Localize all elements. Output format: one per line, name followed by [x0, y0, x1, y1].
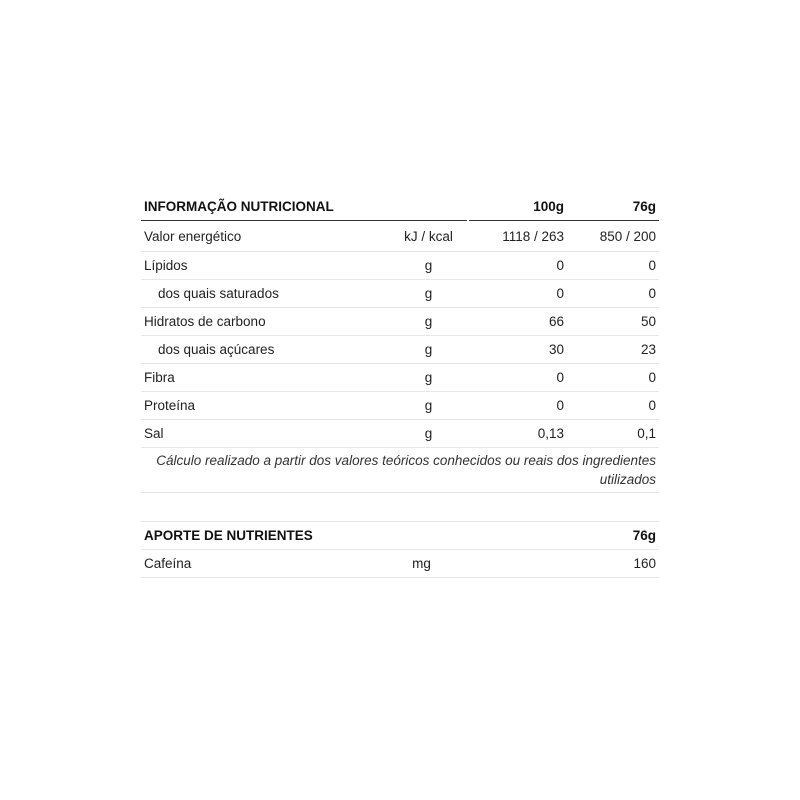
- nutrient-name: Proteína: [141, 392, 375, 420]
- nutrient-name: dos quais saturados: [141, 280, 375, 308]
- table-row: [141, 280, 659, 308]
- nutrition-title: INFORMAÇÃO NUTRICIONAL: [141, 192, 375, 221]
- value-portion: 850 / 200: [567, 221, 659, 252]
- calculation-note: Cálculo realizado a partir dos valores teóricos conhecidos ou reais dos ingredientes utilizados: [141, 448, 659, 493]
- value-per100g: 0: [468, 252, 567, 280]
- value-per100g: 30: [468, 336, 567, 364]
- nutrient-unit: g: [375, 308, 468, 336]
- value-portion: 0: [567, 364, 659, 392]
- nutrient-unit: g: [375, 392, 468, 420]
- portion-header: 76g: [567, 192, 659, 221]
- table-row: [141, 420, 659, 448]
- nutrient-unit: kJ / kcal: [375, 221, 468, 252]
- table-row: [141, 392, 659, 420]
- nutrient-name: Valor energético: [141, 221, 375, 252]
- value-portion: 23: [567, 336, 659, 364]
- nutrient-name: Fibra: [141, 364, 375, 392]
- table-row: [141, 221, 659, 252]
- value-per100g: 1118 / 263: [468, 221, 567, 252]
- nutrient-unit: mg: [375, 550, 468, 578]
- value-per100g: 0: [468, 364, 567, 392]
- value-per100g: 0: [468, 392, 567, 420]
- value-portion: 0: [567, 392, 659, 420]
- nutrient-name: Cafeína: [141, 550, 375, 578]
- section-spacer: [141, 493, 659, 521]
- nutrient-name: dos quais açúcares: [141, 336, 375, 364]
- unit-header-blank: [375, 522, 468, 550]
- nutrient-name: Lípidos: [141, 252, 375, 280]
- nutrient-name: Sal: [141, 420, 375, 448]
- nutrients-title: APORTE DE NUTRIENTES: [141, 522, 375, 550]
- value-per100g: 0: [468, 280, 567, 308]
- nutrient-name: Hidratos de carbono: [141, 308, 375, 336]
- table-row: [141, 308, 659, 336]
- value-per100g: 66: [468, 308, 567, 336]
- value-portion: 0,1: [567, 420, 659, 448]
- nutrition-panel: [141, 192, 659, 578]
- nutrients-header-row: [141, 522, 659, 550]
- value-portion: 50: [567, 308, 659, 336]
- unit-header-blank: [375, 192, 468, 221]
- value-per100g: 0,13: [468, 420, 567, 448]
- table-row: [141, 336, 659, 364]
- nutrient-unit: g: [375, 336, 468, 364]
- table-row: [141, 252, 659, 280]
- nutrition-table: [141, 192, 659, 493]
- nutrient-unit: g: [375, 364, 468, 392]
- table-row: [141, 550, 659, 578]
- table-row: [141, 364, 659, 392]
- nutrient-unit: g: [375, 280, 468, 308]
- portion-header: 76g: [468, 522, 659, 550]
- value-portion: 0: [567, 280, 659, 308]
- nutrients-table: [141, 521, 659, 578]
- nutrient-unit: g: [375, 420, 468, 448]
- nutrition-header-row: [141, 192, 659, 221]
- value-portion: 0: [567, 252, 659, 280]
- calculation-note-row: [141, 448, 659, 493]
- value-portion: 160: [468, 550, 659, 578]
- nutrient-unit: g: [375, 252, 468, 280]
- per100g-header: 100g: [468, 192, 567, 221]
